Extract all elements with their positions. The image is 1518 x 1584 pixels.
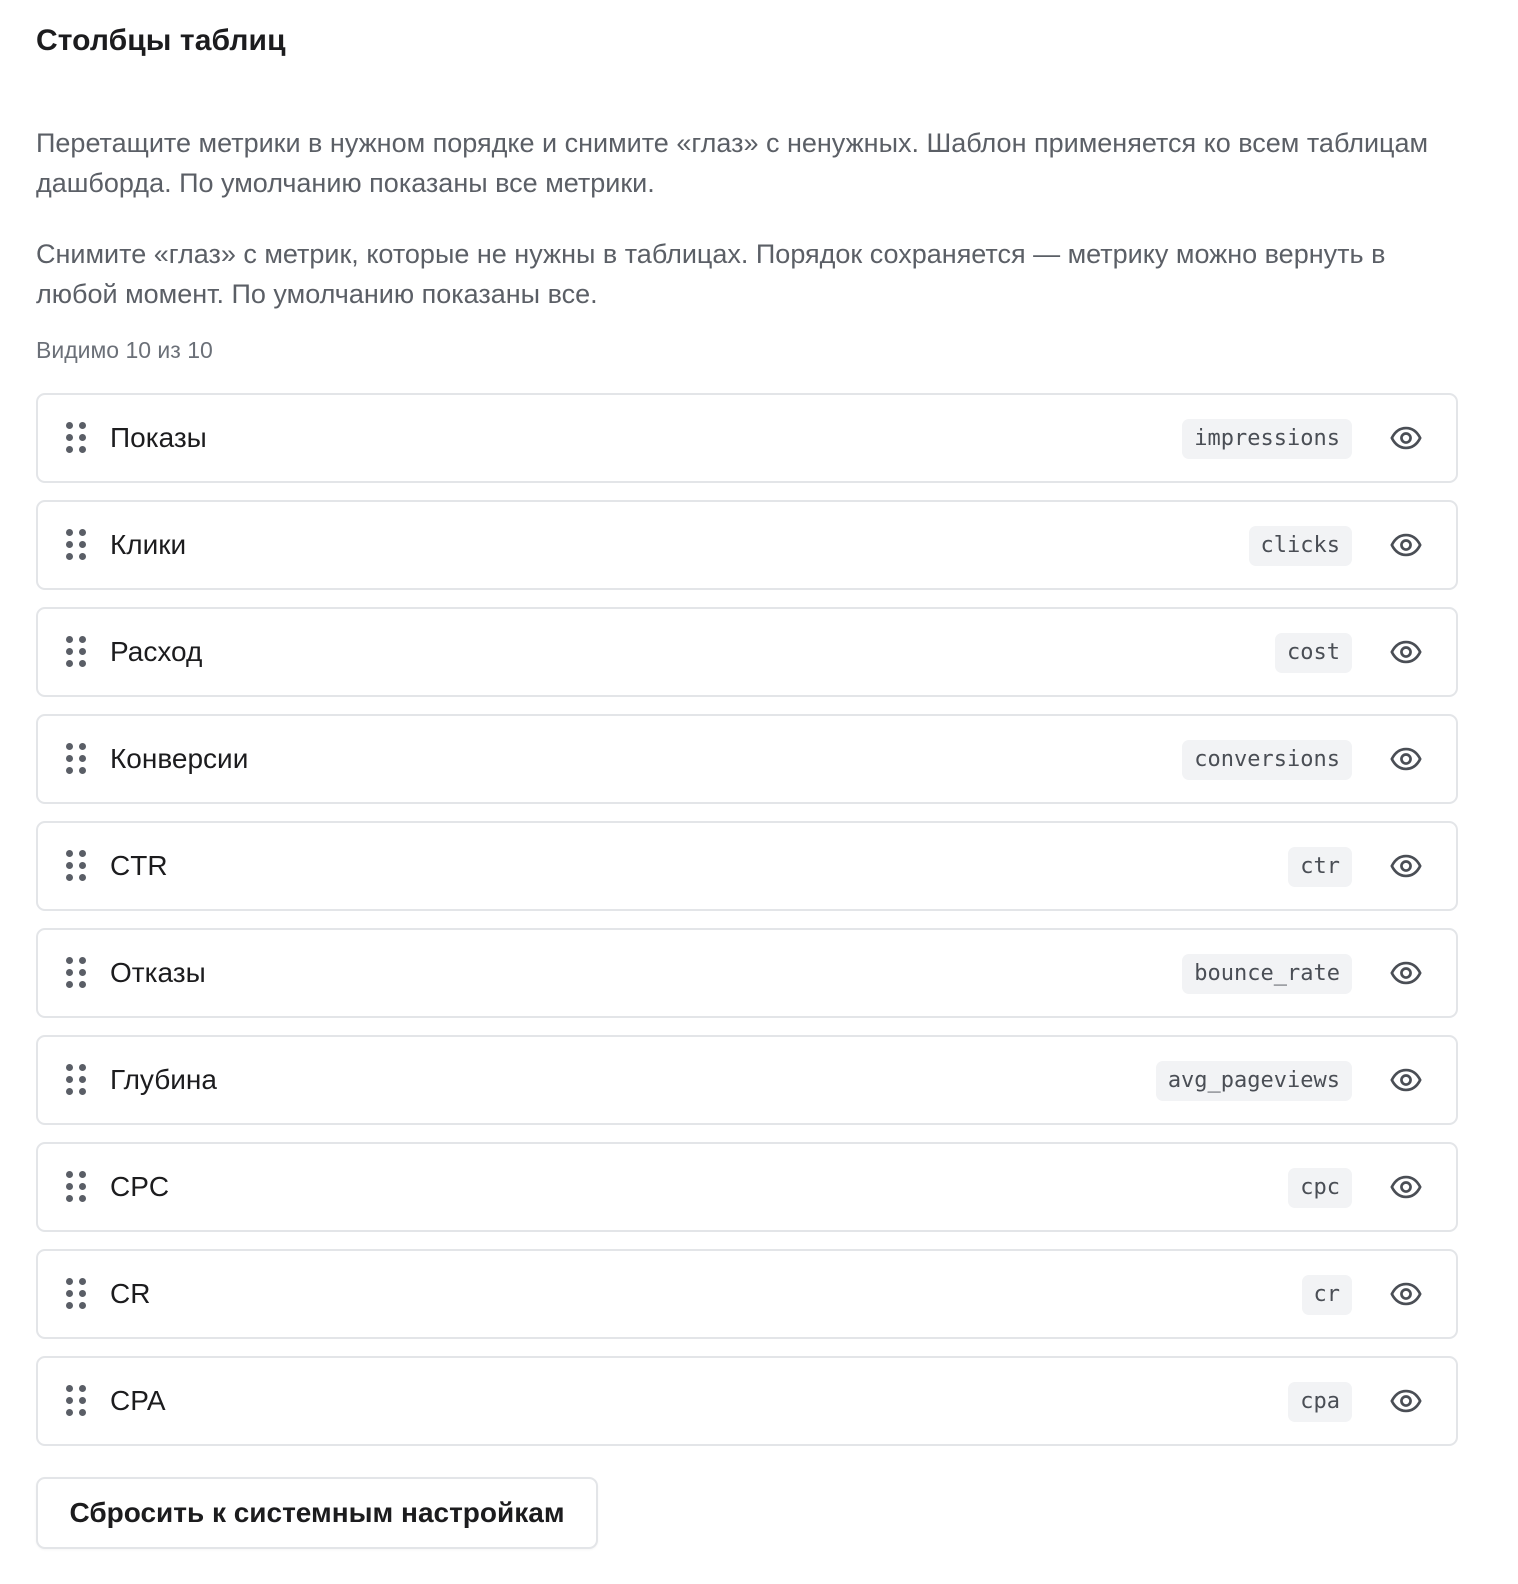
metric-label: CPA <box>110 1385 166 1416</box>
eye-icon[interactable] <box>1388 1277 1424 1311</box>
drag-handle-icon[interactable] <box>66 850 88 882</box>
metric-label: CTR <box>110 850 168 881</box>
metric-row-cpc <box>36 1142 1458 1232</box>
metric-key-badge: cost <box>1275 633 1352 673</box>
drag-handle-icon[interactable] <box>66 1385 88 1417</box>
metric-row-cost <box>36 607 1458 697</box>
reset-to-defaults-button[interactable]: Сбросить к системным настройкам <box>36 1477 598 1549</box>
eye-icon[interactable] <box>1388 742 1424 776</box>
metric-row-clicks <box>36 500 1458 590</box>
drag-handle-icon[interactable] <box>66 636 88 668</box>
metric-key-badge: ctr <box>1288 847 1352 887</box>
metric-label: Глубина <box>110 1064 217 1095</box>
metric-key-badge: clicks <box>1249 526 1352 566</box>
drag-handle-icon[interactable] <box>66 1064 88 1096</box>
metric-label: CR <box>110 1278 151 1309</box>
drag-handle-icon[interactable] <box>66 743 88 775</box>
drag-handle-icon[interactable] <box>66 422 88 454</box>
metric-label: Отказы <box>110 957 206 988</box>
drag-handle-icon[interactable] <box>66 1278 88 1310</box>
eye-icon[interactable] <box>1388 956 1424 990</box>
drag-handle-icon[interactable] <box>66 1171 88 1203</box>
metric-label: CPC <box>110 1171 170 1202</box>
metric-key-badge: cr <box>1302 1275 1353 1315</box>
eye-icon[interactable] <box>1388 421 1424 455</box>
metric-key-badge: impressions <box>1182 419 1352 459</box>
eye-icon[interactable] <box>1388 1170 1424 1204</box>
eye-icon[interactable] <box>1388 635 1424 669</box>
metric-row-bounce-rate <box>36 928 1458 1018</box>
eye-icon[interactable] <box>1388 849 1424 883</box>
metric-row-cpa <box>36 1356 1458 1446</box>
metric-row-cr <box>36 1249 1458 1339</box>
metric-row-impressions <box>36 393 1458 483</box>
drag-handle-icon[interactable] <box>66 957 88 989</box>
metric-row-avg-pageviews <box>36 1035 1458 1125</box>
eye-icon[interactable] <box>1388 1384 1424 1418</box>
metric-key-badge: bounce_rate <box>1182 954 1352 994</box>
metric-label: Клики <box>110 529 187 560</box>
section-title: Столбцы таблиц <box>36 24 286 57</box>
drag-handle-icon[interactable] <box>66 529 88 561</box>
metric-row-conversions <box>36 714 1458 804</box>
metric-key-badge: avg_pageviews <box>1156 1061 1352 1101</box>
metric-row-ctr <box>36 821 1458 911</box>
section-description-secondary: Снимите «глаз» с метрик, которые не нужны в таблицах. Порядок сохраняется — метрику можно вернуть в любой момент. По умолчанию показаны все. <box>36 239 1386 309</box>
metric-label: Показы <box>110 422 207 453</box>
metric-key-badge: cpa <box>1288 1382 1352 1422</box>
section-description-primary: Перетащите метрики в нужном порядке и снимите «глаз» с ненужных. Шаблон применяется ко всем таблицам дашборда. По умолчанию показаны все метрики. <box>36 128 1429 198</box>
eye-icon[interactable] <box>1388 528 1424 562</box>
eye-icon[interactable] <box>1388 1063 1424 1097</box>
metric-label: Конверсии <box>110 743 249 774</box>
metric-key-badge: conversions <box>1182 740 1352 780</box>
metric-list <box>36 393 1458 1463</box>
visible-counter: Видимо 10 из 10 <box>36 337 213 363</box>
metric-key-badge: cpc <box>1288 1168 1352 1208</box>
metric-label: Расход <box>110 636 203 667</box>
